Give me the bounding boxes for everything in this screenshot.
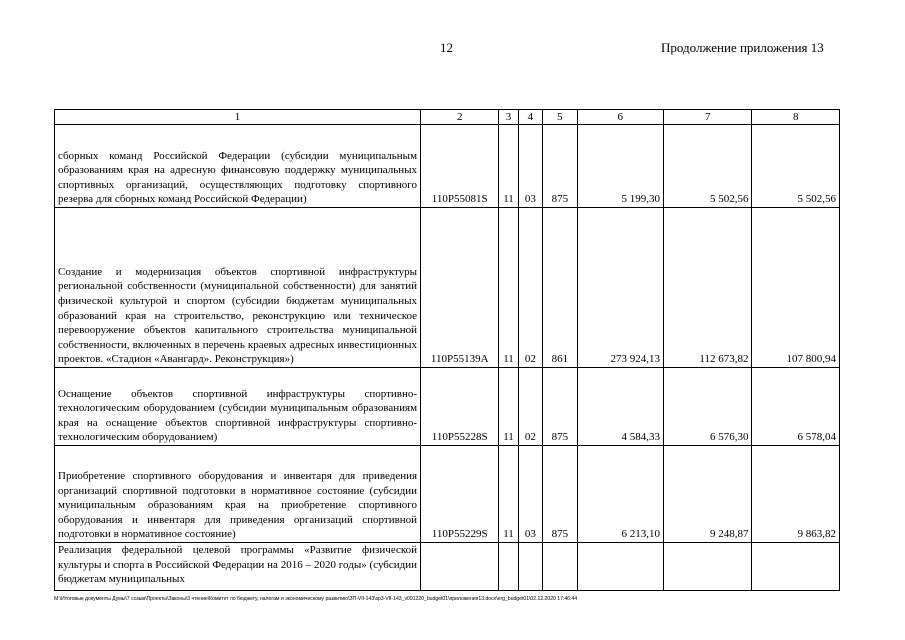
page-number: 12 — [440, 40, 453, 55]
row-expense-type: 875 — [543, 368, 578, 446]
header-row — [55, 110, 840, 125]
row-description: Оснащение объектов спортивной инфраструктуры спортивно-технологическим оборудованием (субсидии муниципальным образованиям края на оснащение объектов спортивной инфраструктуры спортивно-технологическим оборудованием) — [55, 368, 421, 446]
row-code — [421, 543, 499, 591]
row-description: Реализация федеральной целевой программы «Развитие физической культуры и спорта в Российской Федерации на 2016 – 2020 годы» (субсидии бюджетам муниципальных — [55, 543, 421, 591]
column-header: 5 — [543, 110, 578, 125]
row-section: 11 — [499, 446, 518, 543]
column-header: 6 — [577, 110, 663, 125]
row-expense-type: 875 — [543, 125, 578, 208]
column-header: 2 — [421, 110, 499, 125]
table-row — [55, 543, 840, 591]
table-row — [55, 125, 840, 208]
row-expense-type: 861 — [543, 208, 578, 368]
row-section: 11 — [499, 125, 518, 208]
row-value-col7: 5 502,56 — [664, 125, 752, 208]
row-subsection — [518, 543, 542, 591]
row-subsection: 02 — [518, 368, 542, 446]
row-value-col7 — [664, 543, 752, 591]
row-description: Создание и модернизация объектов спортивной инфраструктуры региональной собственности (муниципальной собственности) для занятий физической культурой и спортом (субсидии бюджетам муниципальных образований края на строительство, реконструкцию или техническое перевооружение объектов капитального строительства муниципальной собственности, включенных в перечень краевых адресных инвестиционных проектов. «Стадион «Авангард». Реконструкция») — [55, 208, 421, 368]
row-value-col6: 4 584,33 — [577, 368, 663, 446]
row-expense-type — [543, 543, 578, 591]
column-header: 7 — [664, 110, 752, 125]
row-value-col6 — [577, 543, 663, 591]
row-value-col8: 6 578,04 — [752, 368, 840, 446]
column-header: 4 — [518, 110, 542, 125]
budget-table — [54, 109, 840, 591]
row-code: 110P55139A — [421, 208, 499, 368]
row-value-col6: 273 924,13 — [577, 208, 663, 368]
row-section — [499, 543, 518, 591]
row-subsection: 02 — [518, 208, 542, 368]
row-description: сборных команд Российской Федерации (субсидии муниципальным образованиям края на адресную финансовую поддержку муниципальных спортивных организаций, осуществляющих подготовку спортивного резерва для сборных команд Российской Федерации) — [55, 125, 421, 208]
row-value-col7: 9 248,87 — [664, 446, 752, 543]
column-header: 8 — [752, 110, 840, 125]
row-section: 11 — [499, 208, 518, 368]
row-value-col8 — [752, 543, 840, 591]
column-header: 3 — [499, 110, 518, 125]
row-code: 110P55229S — [421, 446, 499, 543]
row-value-col6: 5 199,30 — [577, 125, 663, 208]
row-code: 110P55081S — [421, 125, 499, 208]
table-row — [55, 208, 840, 368]
row-expense-type: 875 — [543, 446, 578, 543]
row-description: Приобретение спортивного оборудования и инвентаря для приведения организаций спортивной подготовки в нормативное состояние (субсидии муниципальным образованиям края на приобретение спортивного оборудования и инвентаря для приведения организаций спортивной подготовки в нормативное состояние) — [55, 446, 421, 543]
row-section: 11 — [499, 368, 518, 446]
continuation-heading: Продолжение приложения 13 — [661, 40, 824, 55]
row-value-col7: 112 673,82 — [664, 208, 752, 368]
table-row — [55, 368, 840, 446]
row-value-col6: 6 213,10 — [577, 446, 663, 543]
row-value-col8: 9 863,82 — [752, 446, 840, 543]
file-path-footer: М:\Итоговые документы Думы\7 созыв\Проекты\Законы\3 чтение\Комитет по бюджету, налогам и экономическому развитию\ЗП-VII-143\зр3-VII-143_v091220_budget01\приложения13.docx\erg_budget01\02.12.2020 17:46:44 — [54, 596, 578, 602]
row-value-col8: 5 502,56 — [752, 125, 840, 208]
row-code: 110P55228S — [421, 368, 499, 446]
column-header: 1 — [55, 110, 421, 125]
table-row — [55, 446, 840, 543]
row-value-col8: 107 800,94 — [752, 208, 840, 368]
row-subsection: 03 — [518, 446, 542, 543]
row-value-col7: 6 576,30 — [664, 368, 752, 446]
row-subsection: 03 — [518, 125, 542, 208]
